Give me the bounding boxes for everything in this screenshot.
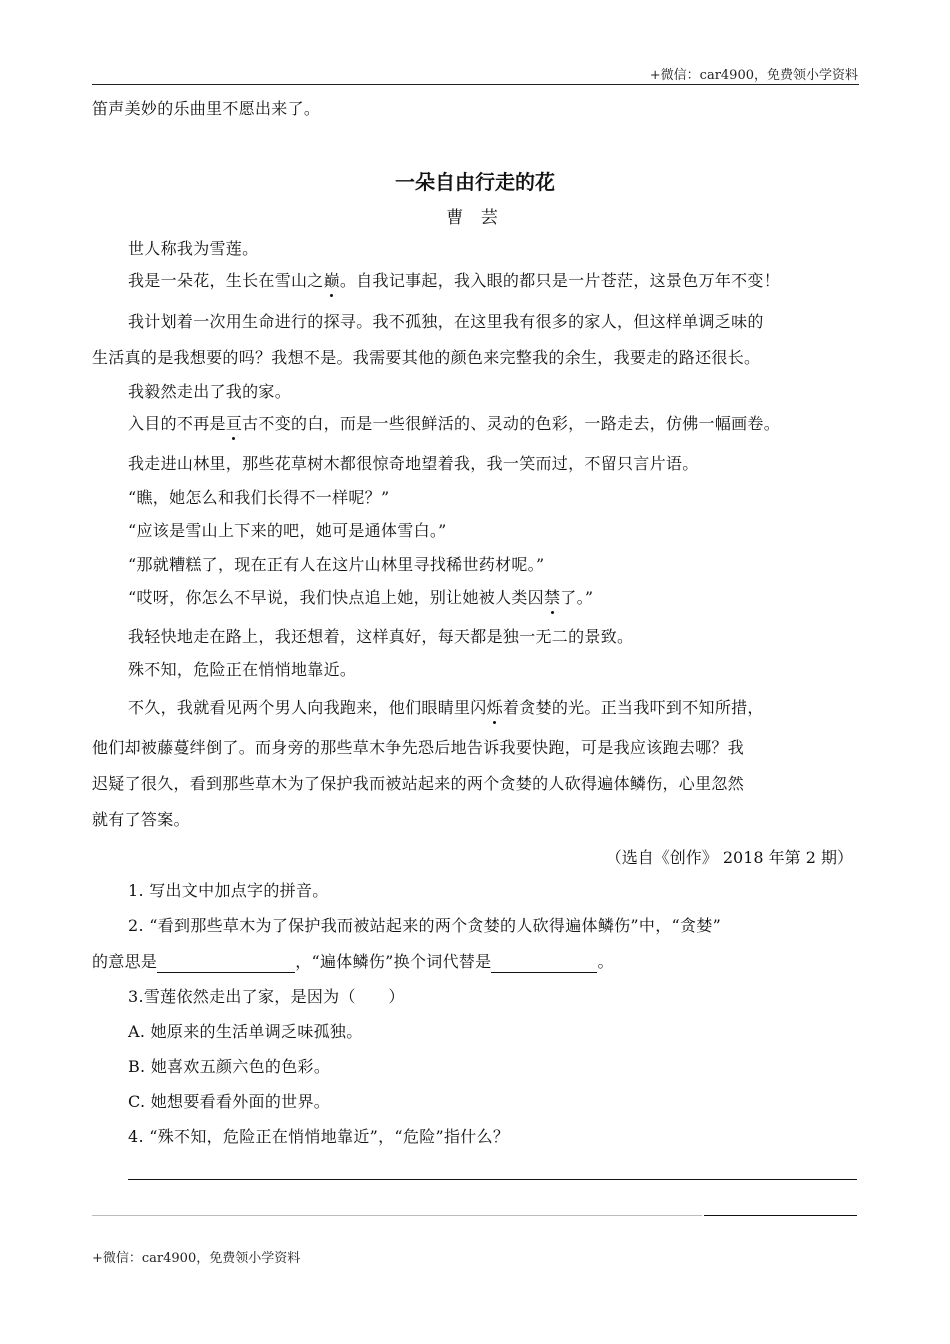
article-title: 一朵自由行走的花 xyxy=(395,170,555,194)
paragraph-5 xyxy=(128,413,780,435)
paragraph-7: “瞧，她怎么和我们长得不一样呢？” xyxy=(128,488,390,507)
paragraph-4: 我毅然走出了我的家。 xyxy=(128,382,292,401)
dotted-character: 亘 xyxy=(225,414,243,433)
question-2-line-1: 2. “看到那些草木为了保护我而被站起来的两个贪婪的人砍得遍体鳞伤”中，“贪婪” xyxy=(128,916,722,935)
paragraph-9: “那就糟糕了，现在正有人在这片山林里寻找稀世药材呢。” xyxy=(128,555,545,574)
paragraph-text: 入目的不再是 xyxy=(128,414,226,433)
paragraph-text: 着贪婪的光。正当我吓到不知所措， xyxy=(502,698,764,717)
option-b: B. 她喜欢五颜六色的色彩。 xyxy=(128,1057,331,1076)
question-text: ，“遍体鳞伤”换个词代替是 xyxy=(295,952,492,971)
paragraph-text: 了。” xyxy=(560,588,594,607)
footer-rule xyxy=(92,1215,702,1216)
answer-line[interactable] xyxy=(128,1179,857,1180)
paragraph-8: “应该是雪山上下来的吧，她可是通体雪白。” xyxy=(128,521,447,540)
question-4: 4. “殊不知，危险正在悄悄地靠近”，“危险”指什么？ xyxy=(128,1127,510,1146)
footer-text: +微信：car4900，免费领小学资料 xyxy=(92,1251,301,1266)
question-2-line-2 xyxy=(92,951,614,973)
paragraph-13-line-2: 他们却被藤蔓绊倒了。而身旁的那些草木争先恐后地告诉我要快跑，可是我应该跑去哪？我 xyxy=(92,738,745,757)
option-c: C. 她想要看看外面的世界。 xyxy=(128,1092,331,1111)
header-text: +微信：car4900，免费领小学资料 xyxy=(649,68,858,83)
paragraph-1: 世人称我为雪莲。 xyxy=(128,239,259,258)
paragraph-13-line-3: 迟疑了很久，看到那些草木为了保护我而被站起来的两个贪婪的人砍得遍体鳞伤，心里忽然 xyxy=(92,774,745,793)
article-author: 曹 芸 xyxy=(446,208,504,228)
dotted-character: 烁 xyxy=(486,698,503,717)
header-rule xyxy=(92,84,859,85)
paragraph-12: 殊不知，危险正在悄悄地靠近。 xyxy=(128,660,357,679)
paragraph-text: “哎呀，你怎么不早说，我们快点追上她，别让她被人类囚 xyxy=(128,588,544,607)
question-text: 的意思是 xyxy=(92,952,158,971)
paragraph-13-line-1 xyxy=(128,697,764,719)
paragraph-3-line-2: 生活真的是我想要的吗？我想不是。我需要其他的颜色来完整我的余生，我要走的路还很长。 xyxy=(92,348,761,367)
paragraph-text: 不久，我就看见两个男人向我跑来，他们眼睛里闪 xyxy=(128,698,487,717)
paragraph-11: 我轻快地走在路上，我还想着，这样真好，每天都是独一无二的景致。 xyxy=(128,627,634,646)
question-3: 3.雪莲依然走出了家，是因为（ ） xyxy=(128,987,405,1006)
answer-blank[interactable] xyxy=(491,954,597,973)
answer-line-short[interactable] xyxy=(704,1215,857,1216)
paragraph-3-line-1: 我计划着一次用生命进行的探寻。我不孤独，在这里我有很多的家人，但这样单调乏味的 xyxy=(128,312,764,331)
paragraph-6: 我走进山林里，那些花草树木都很惊奇地望着我，我一笑而过，不留只言片语。 xyxy=(128,454,699,473)
question-1: 1. 写出文中加点字的拼音。 xyxy=(128,881,329,900)
paragraph-text: 古不变的白，而是一些很鲜活的、灵动的色彩，一路走去，仿佛一幅画卷。 xyxy=(242,414,781,433)
answer-blank[interactable] xyxy=(157,954,295,973)
option-a: A. 她原来的生活单调乏味孤独。 xyxy=(128,1022,363,1041)
source-citation: （选自《创作》 2018 年第 2 期） xyxy=(605,848,853,867)
paragraph-text: 我是一朵花，生长在雪山之 xyxy=(128,271,324,290)
paragraph-13-line-4: 就有了答案。 xyxy=(92,810,190,829)
paragraph-10 xyxy=(128,587,593,609)
dotted-character: 禁 xyxy=(543,588,561,607)
paragraph-2 xyxy=(128,270,780,292)
intro-line: 笛声美妙的乐曲里不愿出来了。 xyxy=(92,99,321,118)
paragraph-text: 。自我记事起，我入眼的都只是一片苍茫，这景色万年不变！ xyxy=(339,271,781,290)
dotted-character: 巅 xyxy=(323,271,340,290)
question-text: 。 xyxy=(597,952,614,971)
